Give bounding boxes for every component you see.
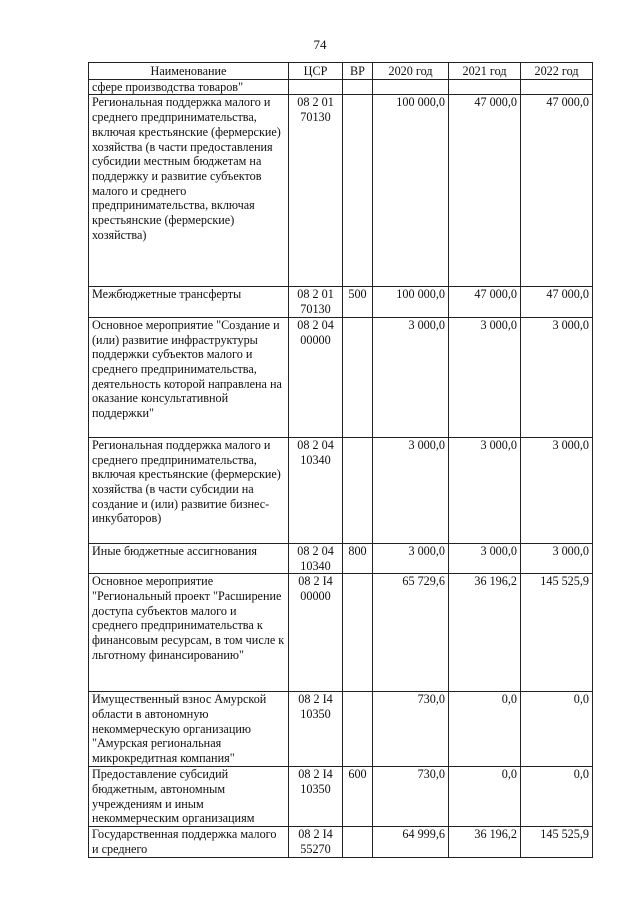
row-2022: 145 525,9	[521, 827, 593, 857]
row-csr: 08 2 04 10340	[289, 437, 343, 543]
row-vr	[343, 692, 373, 767]
row-2022: 0,0	[521, 692, 593, 767]
row-vr	[343, 95, 373, 287]
row-csr: 08 2 I4 00000	[289, 574, 343, 692]
row-2022: 3 000,0	[521, 317, 593, 437]
row-name: Имущественный взнос Амурской области в автономную некоммерческую организацию "Амурская региональная микрокредитная компания"	[89, 692, 289, 767]
budget-table	[88, 62, 593, 858]
header-2022: 2022 год	[521, 63, 593, 80]
row-2020: 3 000,0	[373, 317, 449, 437]
row-csr: 08 2 I4 55270	[289, 827, 343, 857]
table-row	[89, 692, 593, 767]
row-2020	[373, 79, 449, 95]
row-vr	[343, 574, 373, 692]
row-2022: 3 000,0	[521, 437, 593, 543]
table-row	[89, 827, 593, 857]
row-vr	[343, 79, 373, 95]
header-2020: 2020 год	[373, 63, 449, 80]
row-name: Основное мероприятие "Региональный проект "Расширение доступа субъектов малого и среднего предпринимательства к финансовым ресурсам, в том числе к льготному финансированию"	[89, 574, 289, 692]
row-2022: 0,0	[521, 767, 593, 827]
row-2022: 47 000,0	[521, 95, 593, 287]
row-name: сфере производства товаров"	[89, 79, 289, 95]
table-row	[89, 95, 593, 287]
table-row	[89, 574, 593, 692]
row-2022: 145 525,9	[521, 574, 593, 692]
header-2021: 2021 год	[449, 63, 521, 80]
row-2021: 36 196,2	[449, 827, 521, 857]
row-csr: 08 2 01 70130	[289, 95, 343, 287]
row-2021: 0,0	[449, 692, 521, 767]
row-2020: 64 999,6	[373, 827, 449, 857]
row-csr: 08 2 04 00000	[289, 317, 343, 437]
row-2022	[521, 79, 593, 95]
row-name: Межбюджетные трансферты	[89, 287, 289, 317]
row-2021: 3 000,0	[449, 543, 521, 573]
table-row	[89, 437, 593, 543]
row-2021: 47 000,0	[449, 95, 521, 287]
table-row	[89, 317, 593, 437]
table-header-row	[89, 63, 593, 80]
row-name: Региональная поддержка малого и среднего предпринимательства, включая крестьянские (фермерские) хозяйства (в части предоставления субсидии местным бюджетам на поддержку и развитие субъектов малого и среднего предпринимательства, включая крестьянские (фермерские) хозяйства)	[89, 95, 289, 287]
row-2020: 3 000,0	[373, 437, 449, 543]
row-2021	[449, 79, 521, 95]
header-csr: ЦСР	[289, 63, 343, 80]
row-csr: 08 2 I4 10350	[289, 692, 343, 767]
table-row	[89, 543, 593, 573]
row-2021: 3 000,0	[449, 437, 521, 543]
row-vr	[343, 827, 373, 857]
row-2020: 730,0	[373, 692, 449, 767]
row-2020: 100 000,0	[373, 95, 449, 287]
row-2021: 36 196,2	[449, 574, 521, 692]
row-2021: 47 000,0	[449, 287, 521, 317]
row-csr: 08 2 01 70130	[289, 287, 343, 317]
row-csr: 08 2 04 10340	[289, 543, 343, 573]
row-2020: 100 000,0	[373, 287, 449, 317]
row-name: Региональная поддержка малого и среднего предпринимательства, включая крестьянские (фермерские) хозяйства (в части субсидии на создание и (или) развитие бизнес-инкубаторов)	[89, 437, 289, 543]
row-csr	[289, 79, 343, 95]
row-2021: 0,0	[449, 767, 521, 827]
row-vr: 500	[343, 287, 373, 317]
row-2020: 3 000,0	[373, 543, 449, 573]
table-row	[89, 287, 593, 317]
row-2021: 3 000,0	[449, 317, 521, 437]
row-vr	[343, 437, 373, 543]
row-name: Государственная поддержка малого и среднего	[89, 827, 289, 857]
row-name: Предоставление субсидий бюджетным, автономным учреждениям и иным некоммерческим организациям	[89, 767, 289, 827]
row-vr	[343, 317, 373, 437]
row-csr: 08 2 I4 10350	[289, 767, 343, 827]
page-number: 74	[313, 37, 327, 52]
row-2022: 47 000,0	[521, 287, 593, 317]
row-name: Основное мероприятие "Создание и (или) развитие инфраструктуры поддержки субъектов малого и среднего предпринимательства, деятельность которой направлена на оказание консультативной поддержки"	[89, 317, 289, 437]
table-row	[89, 767, 593, 827]
row-vr: 600	[343, 767, 373, 827]
row-vr: 800	[343, 543, 373, 573]
header-vr: ВР	[343, 63, 373, 80]
row-name: Иные бюджетные ассигнования	[89, 543, 289, 573]
row-2020: 730,0	[373, 767, 449, 827]
table-row	[89, 79, 593, 95]
header-name: Наименование	[89, 63, 289, 80]
row-2020: 65 729,6	[373, 574, 449, 692]
row-2022: 3 000,0	[521, 543, 593, 573]
